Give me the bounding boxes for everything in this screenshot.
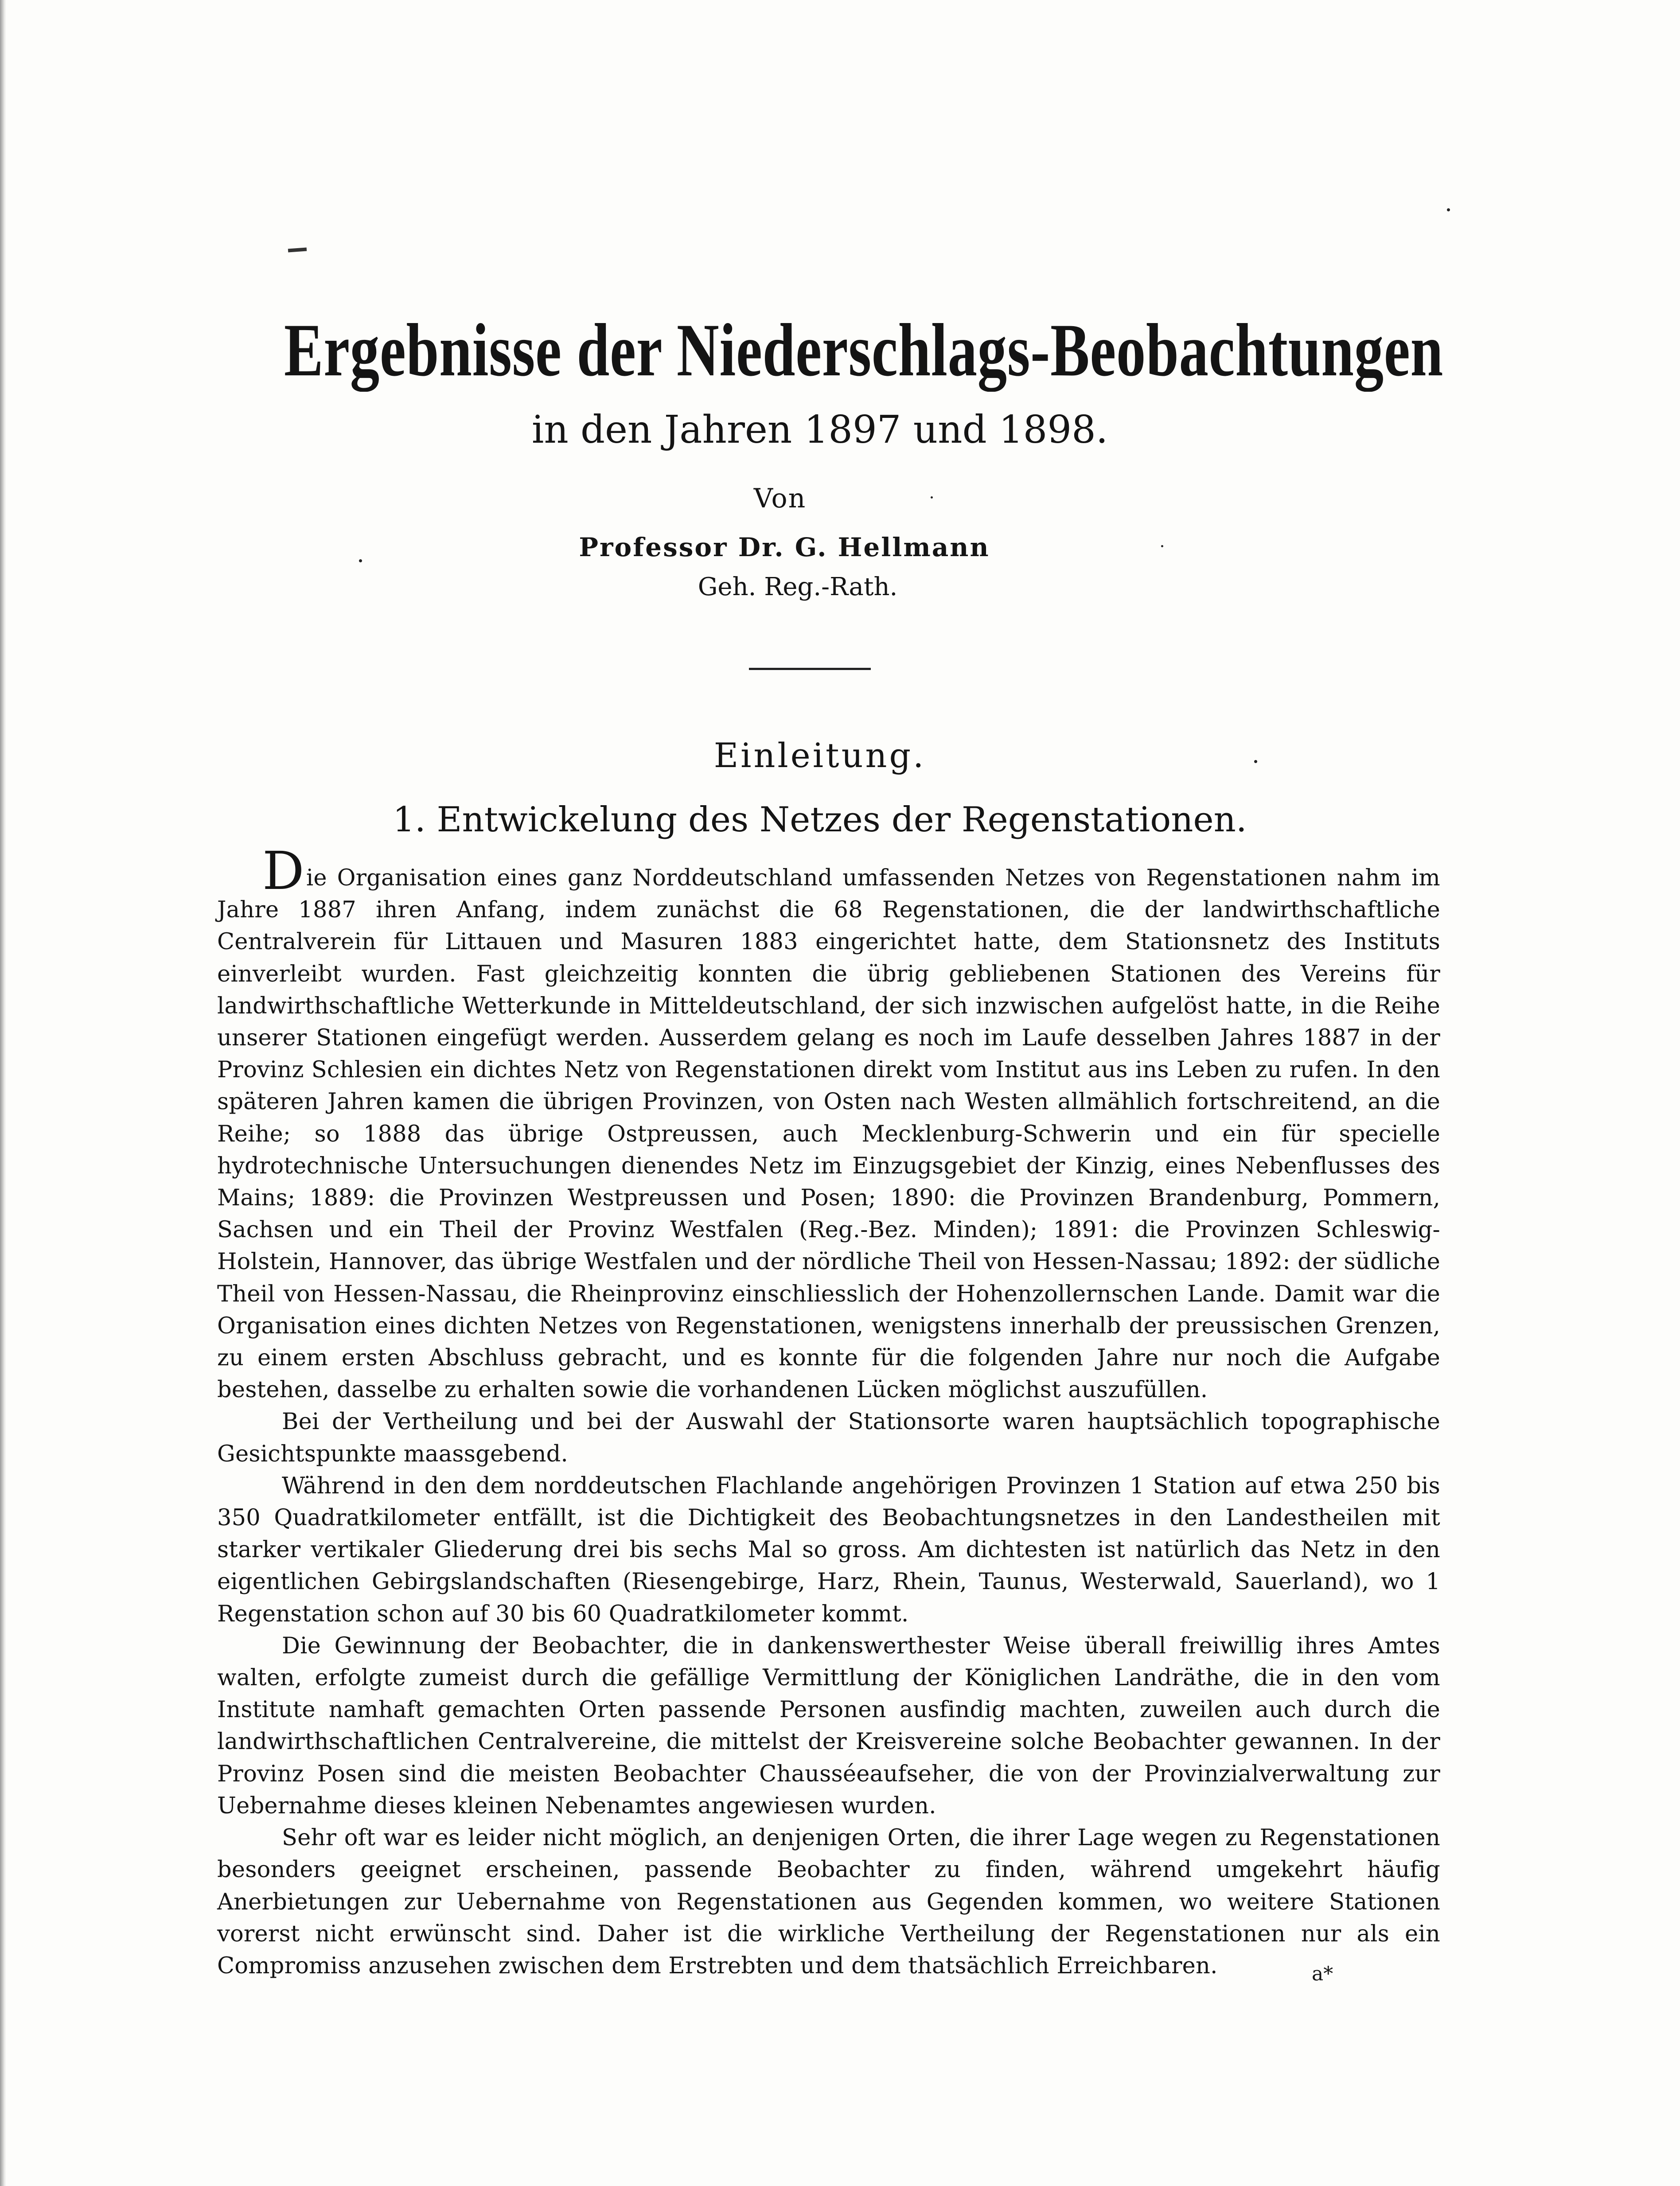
drop-cap: D xyxy=(262,840,304,901)
author-title: Geh. Reg.-Rath. xyxy=(698,573,898,601)
signature-mark: a* xyxy=(1312,1963,1333,1985)
stray-mark xyxy=(288,248,307,253)
scan-speck xyxy=(1254,760,1257,763)
scan-speck xyxy=(1447,208,1450,211)
paragraph xyxy=(217,840,1440,1406)
scan-edge-shadow xyxy=(0,0,6,2186)
scan-speck xyxy=(359,559,362,562)
divider-rule xyxy=(749,668,871,670)
subsection-heading: 1. Entwickelung des Netzes der Regenstationen. xyxy=(393,800,1247,840)
paragraph-text: ie Organisation eines ganz Norddeutschland umfassenden Netzes von Regenstationen nahm im Jahre 1887 ihren Anfang, indem zunächst die 68 Regenstationen, die der landwirthschaftliche Centralverein für Littauen und Masuren 1883 eingerichtet hatte, dem Stationsnetz des Instituts einverleibt wurden. Fast gleichzeitig konnten die übrig gebliebenen Stationen des Vereins für landwirthschaftliche Wetterkunde in Mitteldeutschland, der sich inzwischen aufgelöst hatte, in die Reihe unserer Stationen eingefügt werden. Ausserdem gelang es noch im Laufe desselben Jahres 1887 in der Provinz Schlesien ein dichtes Netz von Regenstationen direkt vom Institut aus ins Leben zu rufen. In den späteren Jahren kamen die übrigen Provinzen, von Osten nach Westen allmählich fortschreitend, an die Reihe; so 1888 das übrige Ostpreussen, auch Mecklenburg-Schwerin und ein für specielle hydrotechnische Untersuchungen dienendes Netz im Einzugsgebiet der Kinzig, eines Nebenflusses des Mains; 1889: die Provinzen Westpreussen und Posen; 1890: die Provinzen Brandenburg, Pommern, Sachsen und ein Theil der Provinz Westfalen (Reg.-Bez. Minden); 1891: die Provinzen Schleswig-Holstein, Hannover, das übrige Westfalen und der nördliche Theil von Hessen-Nassau; 1892: der südliche Theil von Hessen-Nassau, die Rheinprovinz einschliesslich der Hohenzollernschen Lande. Damit war die Organisation eines dichten Netzes von Regenstationen, wenigstens innerhalb der preussischen Grenzen, zu einem ersten Abschluss gebracht, und es konnte für die folgenden Jahre nur noch die Aufgabe bestehen, dasselbe zu erhalten sowie die vorhandenen Lücken möglichst auszufüllen. xyxy=(217,865,1440,1403)
body-text xyxy=(217,840,1440,1982)
author-name: Professor Dr. G. Hellmann xyxy=(579,532,990,562)
scan-speck xyxy=(931,496,933,499)
document-title: Ergebnisse der Niederschlags-Beobachtungen xyxy=(284,308,1444,392)
paragraph: Bei der Vertheilung und bei der Auswahl der Stationsorte waren hauptsächlich topographische Gesichtspunkte maassgebend. xyxy=(217,1409,1440,1467)
scan-speck xyxy=(1161,545,1163,547)
byline: Von xyxy=(753,483,807,514)
document-subtitle: in den Jahren 1897 und 1898. xyxy=(531,408,1108,452)
paragraph: Sehr oft war es leider nicht möglich, an denjenigen Orten, die ihrer Lage wegen zu Regenstationen besonders geeignet erscheinen, passende Beobachter zu finden, während umgekehrt häufig Anerbietungen zur Uebernahme von Regenstationen aus Gegenden kommen, wo weitere Stationen vorerst nicht erwünscht sind. Daher ist die wirkliche Vertheilung der Regenstationen nur als ein Compromiss anzusehen zwischen dem Erstrebten und dem thatsächlich Erreichbaren. xyxy=(217,1825,1440,1979)
paragraph: Während in den dem norddeutschen Flachlande angehörigen Provinzen 1 Station auf etwa 250 bis 350 Quadratkilometer entfällt, ist die Dichtigkeit des Beobachtungsnetzes in den Landestheilen mit starker vertikaler Gliederung drei bis sechs Mal so gross. Am dichtesten ist natürlich das Netz in den eigentlichen Gebirgslandschaften (Riesengebirge, Harz, Rhein, Taunus, Westerwald, Sauerland), wo 1 Regenstation schon auf 30 bis 60 Quadratkilometer kommt. xyxy=(217,1473,1440,1627)
paragraph: Die Gewinnung der Beobachter, die in dankenswerthester Weise überall freiwillig ihres Amtes walten, erfolgte zumeist durch die gefällige Vermittlung der Königlichen Landräthe, die in den vom Institute namhaft gemachten Orten passende Personen ausfindig machten, zuweilen auch durch die landwirthschaftlichen Centralvereine, die mittelst der Kreisvereine solche Beobachter gewannen. In der Provinz Posen sind die meisten Beobachter Chausséeaufseher, die von der Provinzialverwaltung zur Uebernahme dieses kleinen Nebenamtes angewiesen wurden. xyxy=(217,1633,1440,1819)
section-heading: Einleitung. xyxy=(713,736,926,775)
